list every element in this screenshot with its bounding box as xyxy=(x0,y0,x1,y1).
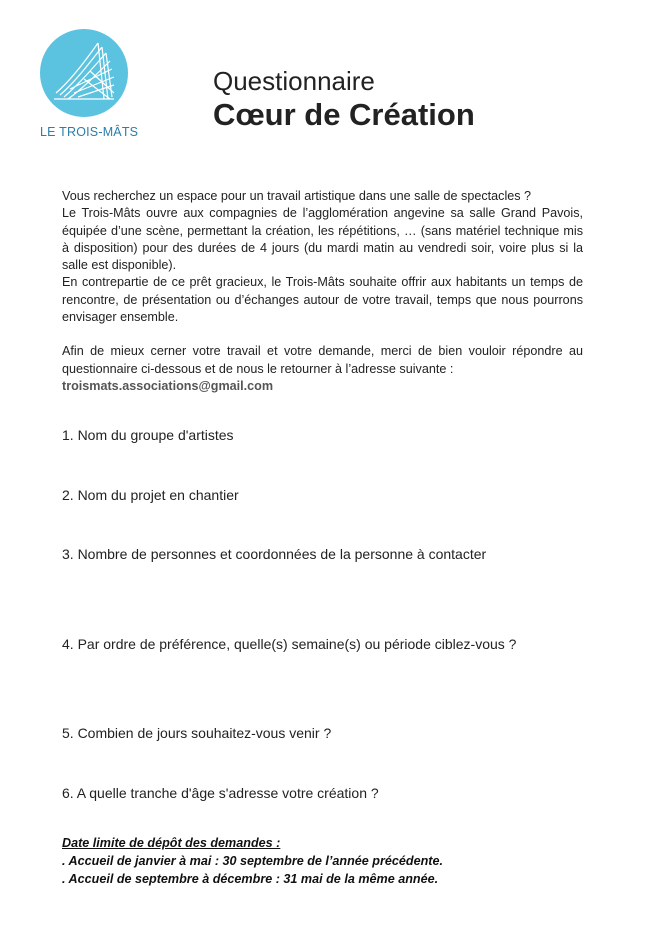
intro-paragraph-3: En contrepartie de ce prêt gracieux, le Trois-Mâts souhaite offrir aux habitants un temps de rencontre, de présentation ou d’échanges autour de votre travail, temps que nous pourrons envisager ensemble. xyxy=(62,275,583,325)
question-3: 3. Nombre de personnes et coordonnées de la personne à contacter xyxy=(62,546,487,562)
deadline-line-1: . Accueil de janvier à mai : 30 septembre de l’année précédente. xyxy=(62,854,444,868)
trois-mats-logo-icon xyxy=(40,29,128,117)
intro-paragraph-4: Afin de mieux cerner votre travail et votre demande, merci de bien vouloir répondre au questionnaire ci-dessous et de nous le retourner à l’adresse suivante : xyxy=(62,344,583,376)
intro-paragraph-2: Le Trois-Mâts ouvre aux compagnies de l’agglomération angevine sa salle Grand Pavois, équipée d’une scène, permettant la création, les répétitions, … (sans matériel technique mis à disposition) pour des durées de 4 jours (du mardi matin au vendredi soir, voire plus si la salle est disponible). xyxy=(62,206,583,273)
question-1: 1. Nom du groupe d'artistes xyxy=(62,427,234,443)
intro-text xyxy=(62,188,583,395)
intro-paragraph-1: Vous recherchez un espace pour un travail artistique dans une salle de spectacles ? xyxy=(62,189,532,203)
question-6: 6. A quelle tranche d'âge s'adresse votre création ? xyxy=(62,785,379,801)
deadline-line-2: . Accueil de septembre à décembre : 31 mai de la même année. xyxy=(62,872,439,886)
question-2: 2. Nom du projet en chantier xyxy=(62,487,239,503)
question-4: 4. Par ordre de préférence, quelle(s) semaine(s) ou période ciblez-vous ? xyxy=(62,636,517,652)
deadline-heading: Date limite de dépôt des demandes : xyxy=(62,836,281,850)
title-main: Cœur de Création xyxy=(213,97,475,132)
deadline-section xyxy=(62,834,602,888)
logo-text: LE TROIS-MÂTS xyxy=(40,125,139,139)
contact-email: troismats.associations@gmail.com xyxy=(62,378,274,393)
question-5: 5. Combien de jours souhaitez-vous venir ? xyxy=(62,725,332,741)
logo xyxy=(40,29,139,141)
title-questionnaire: Questionnaire xyxy=(213,66,375,96)
